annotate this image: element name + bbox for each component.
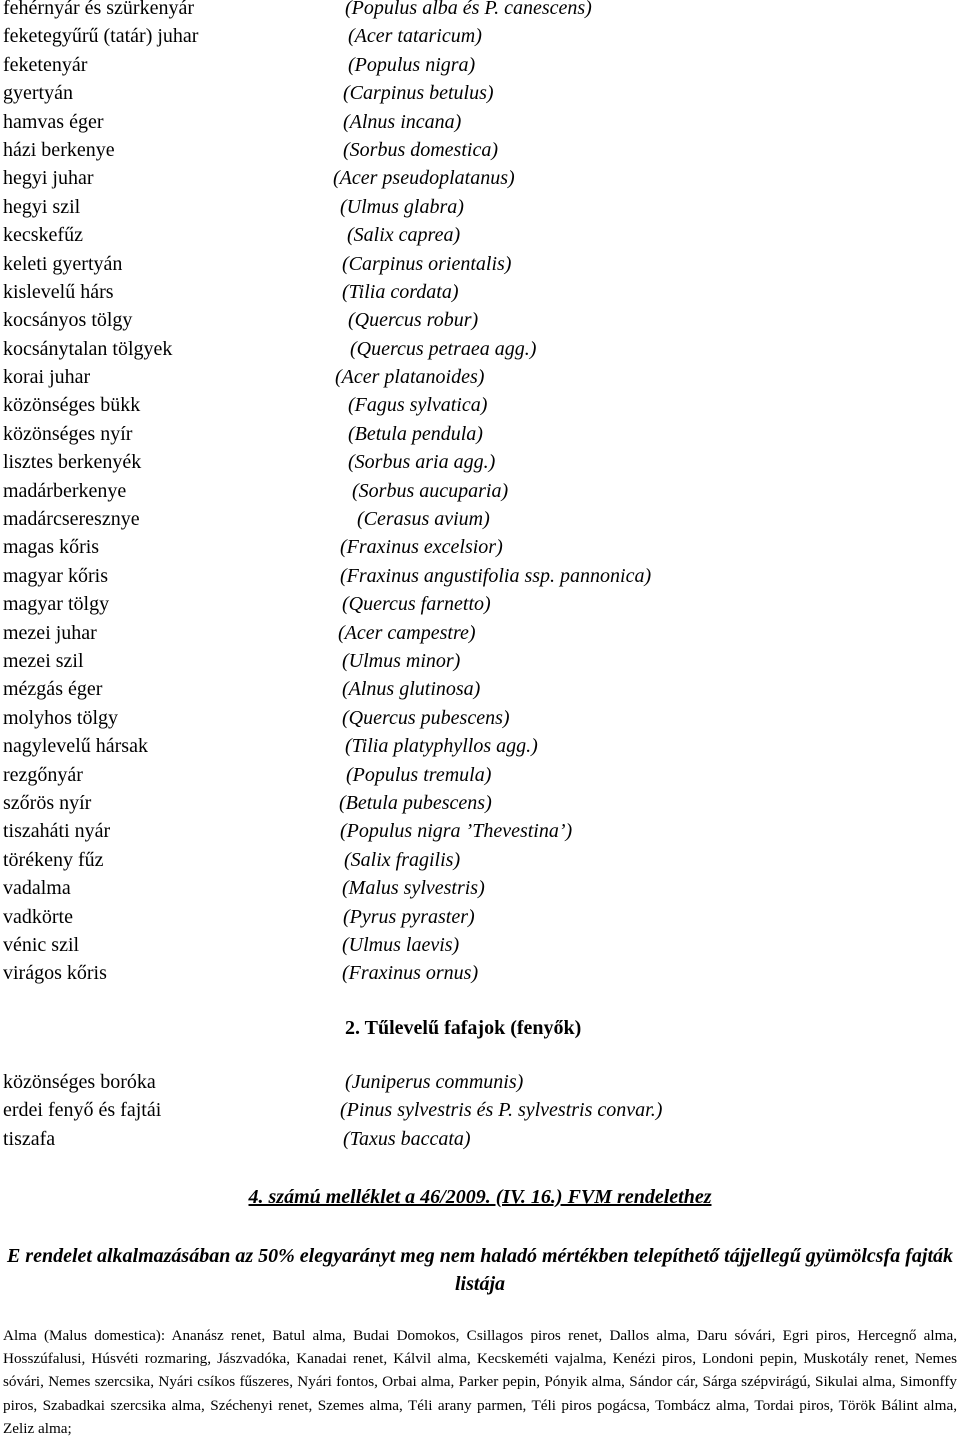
common-name: közönséges nyír <box>3 422 133 445</box>
common-name: tiszafa <box>3 1127 56 1150</box>
common-name: virágos kőris <box>3 962 107 985</box>
conifer-section-heading: 2. Tűlevelű fafajok (fenyők) <box>345 1017 582 1039</box>
common-name: szőrös nyír <box>3 791 92 814</box>
latin-name: (Acer platanoides) <box>335 366 485 389</box>
latin-name: (Alnus incana) <box>343 110 462 133</box>
species-row <box>3 309 953 340</box>
common-name: tiszaháti nyár <box>3 820 111 843</box>
species-row <box>3 593 953 624</box>
common-name: mezei juhar <box>3 621 97 644</box>
common-name: magas kőris <box>3 536 100 559</box>
latin-name: (Tilia platyphyllos agg.) <box>345 735 538 758</box>
common-name: madárberkenye <box>3 479 127 502</box>
species-row <box>3 678 953 709</box>
common-name: erdei fenyő és fajtái <box>3 1099 162 1122</box>
common-name: madárcseresznye <box>3 508 140 531</box>
latin-name: (Salix fragilis) <box>344 848 461 871</box>
latin-name: (Taxus baccata) <box>343 1127 471 1150</box>
common-name: feketegyűrű (tatár) juhar <box>3 25 199 48</box>
common-name: vénic szil <box>3 933 80 956</box>
common-name: közönséges boróka <box>3 1071 156 1093</box>
latin-name: (Carpinus betulus) <box>343 82 494 105</box>
latin-name: (Sorbus aucuparia) <box>352 479 509 502</box>
common-name: vadkörte <box>3 905 73 928</box>
latin-name: (Acer campestre) <box>338 621 476 644</box>
common-name: korai juhar <box>3 366 91 389</box>
latin-name: (Ulmus glabra) <box>340 195 464 218</box>
species-row <box>3 280 953 312</box>
species-row <box>3 53 953 85</box>
latin-name: (Cerasus avium) <box>357 508 490 531</box>
species-row <box>3 763 953 795</box>
latin-name: (Fagus sylvatica) <box>348 394 488 417</box>
species-row <box>3 621 953 653</box>
species-row <box>3 1099 953 1130</box>
common-name: házi berkenye <box>3 138 115 161</box>
latin-name: (Populus nigra ’Thevestina’) <box>340 820 573 843</box>
latin-name: (Sorbus aria agg.) <box>348 451 496 474</box>
common-name: törékeny fűz <box>3 848 104 871</box>
common-name: lisztes berkenyék <box>3 451 142 474</box>
fruit-list-title: E rendelet alkalmazásában az 50% elegyarányt meg nem haladó mértékben telepíthető tájjellegű gyümölcsfa fajták listája <box>6 1245 954 1295</box>
latin-name: (Populus tremula) <box>346 763 492 786</box>
species-row <box>3 422 953 454</box>
latin-name: (Carpinus orientalis) <box>342 252 512 275</box>
latin-name: (Pyrus pyraster) <box>343 905 475 928</box>
species-row <box>3 735 953 766</box>
species-row <box>3 167 953 198</box>
latin-name: (Sorbus domestica) <box>343 138 498 161</box>
species-row <box>3 110 953 142</box>
species-row <box>3 337 953 369</box>
common-name: molyhos tölgy <box>3 706 119 729</box>
species-row <box>3 848 953 880</box>
latin-name: (Fraxinus excelsior) <box>340 536 503 559</box>
latin-name: (Ulmus minor) <box>342 649 461 672</box>
species-row <box>3 877 953 908</box>
common-name: fehérnyár és szürkenyár <box>3 0 195 19</box>
species-row <box>3 25 953 56</box>
latin-name: (Betula pubescens) <box>339 791 492 814</box>
species-row <box>3 564 953 596</box>
species-row <box>3 649 953 681</box>
common-name: rezgőnyár <box>3 763 83 786</box>
species-row <box>3 536 953 567</box>
common-name: kocsánytalan tölgyek <box>3 337 173 360</box>
latin-name: (Quercus robur) <box>348 309 479 332</box>
common-name: nagylevelű hársak <box>3 735 148 758</box>
common-name: kislevelű hárs <box>3 280 114 303</box>
common-name: magyar tölgy <box>3 593 110 616</box>
latin-name: (Populus nigra) <box>348 53 476 76</box>
latin-name: (Tilia cordata) <box>342 280 459 303</box>
latin-name: (Betula pendula) <box>348 422 483 445</box>
species-row <box>3 508 953 539</box>
species-row <box>3 224 953 255</box>
common-name: mezei szil <box>3 649 84 672</box>
common-name: mézgás éger <box>3 678 103 701</box>
common-name: kecskefűz <box>3 224 83 247</box>
species-row <box>3 195 953 227</box>
species-row <box>3 479 953 511</box>
conifer-species-list <box>3 1071 953 1159</box>
species-row <box>3 905 953 937</box>
common-name: gyertyán <box>3 82 73 105</box>
latin-name: (Malus sylvestris) <box>342 877 485 900</box>
common-name: közönséges bükk <box>3 394 141 417</box>
common-name: keleti gyertyán <box>3 252 123 275</box>
species-row <box>3 366 953 397</box>
species-row <box>3 394 953 425</box>
common-name: hegyi szil <box>3 195 81 218</box>
apple-varieties-paragraph: Alma (Malus domestica): Ananász renet, Batul alma, Budai Domokos, Csillagos piros renet, Dallos alma, Daru sóvári, Egri piros, Hercegnő alma, Hosszúfalusi, Húsvéti rozmaring, Jászvadóka, Kanadai renet, Kálvil alma, Kecskeméti vajalma, Kenézi piros, Londoni pepin, Muskotály renet, Nemes sóvári, Nemes szercsika, Nyári csíkos fűszeres, Nyári fontos, Orbai alma, Parker pepin, Pónyik alma, Sándor cár, Sárga szépvirágú, Sikulai alma, Simonffy piros, Szabadkai szercsika alma, Széchenyi renet, Szemes alma, Téli arany parmen, Téli piros pogácsa, Tombácz alma, Tordai piros, Török Bálint alma, Zeliz alma; <box>3 1327 957 1437</box>
latin-name: (Alnus glutinosa) <box>342 678 481 701</box>
species-row <box>3 962 953 993</box>
species-row <box>3 933 953 965</box>
species-row <box>3 82 953 113</box>
species-row <box>3 1071 953 1102</box>
species-row <box>3 791 953 823</box>
latin-name: (Quercus pubescens) <box>342 706 510 729</box>
annex-title: 4. számú melléklet a 46/2009. (IV. 16.) FVM rendelethez <box>248 1186 712 1208</box>
species-row <box>3 1127 953 1159</box>
latin-name: (Fraxinus ornus) <box>342 962 479 985</box>
common-name: hamvas éger <box>3 110 104 133</box>
species-row <box>3 706 953 738</box>
common-name: kocsányos tölgy <box>3 309 133 332</box>
common-name: feketenyár <box>3 53 88 76</box>
latin-name: (Quercus petraea agg.) <box>350 337 537 360</box>
latin-name: (Ulmus laevis) <box>342 933 460 956</box>
latin-name: (Pinus sylvestris és P. sylvestris convar.) <box>340 1099 663 1122</box>
latin-name: (Fraxinus angustifolia ssp. pannonica) <box>340 564 652 587</box>
species-row <box>3 0 953 28</box>
latin-name: (Acer pseudoplatanus) <box>333 167 515 190</box>
latin-name: (Populus alba és P. canescens) <box>345 0 592 19</box>
latin-name: (Quercus farnetto) <box>342 593 491 616</box>
latin-name: (Acer tataricum) <box>348 25 482 48</box>
common-name: vadalma <box>3 877 71 900</box>
species-row <box>3 820 953 851</box>
species-row <box>3 451 953 482</box>
latin-name: (Salix caprea) <box>347 224 461 247</box>
common-name: magyar kőris <box>3 564 108 587</box>
deciduous-species-list <box>3 0 953 994</box>
common-name: hegyi juhar <box>3 167 94 190</box>
species-row <box>3 138 953 170</box>
latin-name: (Juniperus communis) <box>345 1071 524 1093</box>
species-row <box>3 252 953 284</box>
